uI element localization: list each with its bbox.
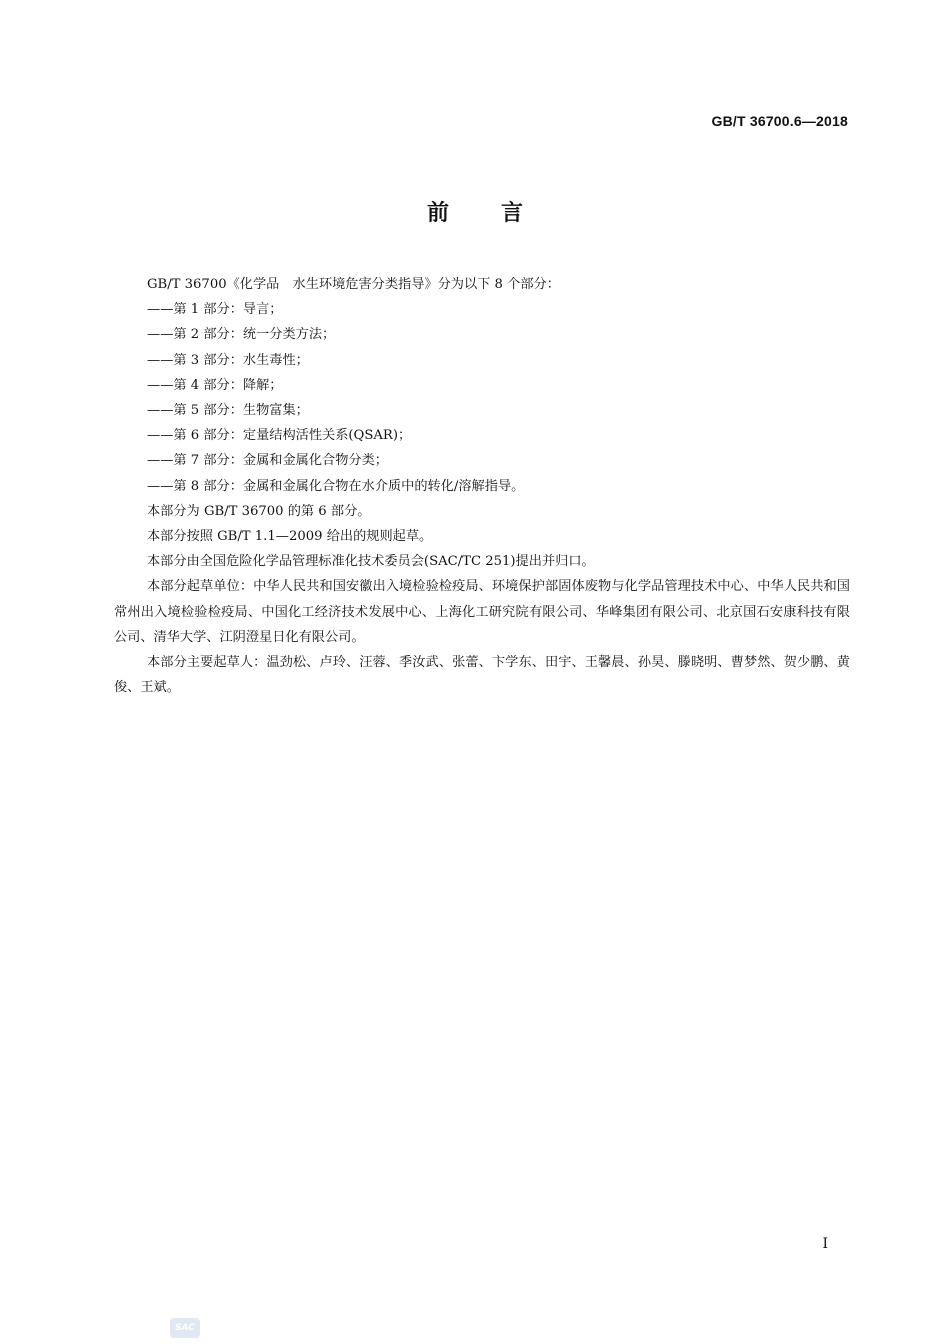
part-item: ——第 7 部分：金属和金属化合物分类； [147,453,388,469]
intro-line: GB/T 36700《化学品 水生环境危害分类指导》分为以下 8 个部分： [147,277,560,292]
part-item: ——第 6 部分：定量结构活性关系(QSAR)； [147,428,412,444]
title-char-2: 言 [501,201,524,226]
drafters-paragraph: 本部分主要起草人：温劲松、卢玲、汪蓉、季汝武、张蕾、卞学东、田宇、王馨晨、孙昊、滕晓明、曹梦然、贺少鹏、黄俊、王斌。 [114,655,850,696]
part-item: ——第 4 部分：降解； [147,377,283,393]
part-item: ——第 5 部分：生物富集； [147,403,309,419]
paragraph: 本部分为 GB/T 36700 的第 6 部分。 [147,503,371,519]
standard-code: GB/T 36700.6—2018 [711,113,848,129]
title-char-1: 前 [426,201,449,226]
foreword-body [114,272,850,700]
part-item: ——第 2 部分：统一分类方法； [147,327,336,343]
part-item: ——第 1 部分：导言； [147,302,283,318]
drafting-units-paragraph: 本部分起草单位：中华人民共和国安徽出入境检验检疫局、环境保护部固体废物与化学品管理技术中心、中华人民共和国常州出入境检验检疫局、中国化工经济技术发展中心、上海化工研究院有限公司、华峰集团有限公司、北京国石安康科技有限公司、清华大学、江阴澄星日化有限公司。 [114,579,850,645]
page-number: I [822,1236,828,1252]
paragraph: 本部分按照 GB/T 1.1—2009 给出的规则起草。 [147,529,433,545]
paragraph: 本部分由全国危险化学品管理标准化技术委员会(SAC/TC 251)提出并归口。 [147,554,595,570]
part-item: ——第 8 部分：金属和金属化合物在水介质中的转化/溶解指导。 [147,478,525,494]
page-title [0,196,950,227]
part-item: ——第 3 部分：水生毒性； [147,352,309,368]
sac-logo: SAC [170,1318,200,1338]
